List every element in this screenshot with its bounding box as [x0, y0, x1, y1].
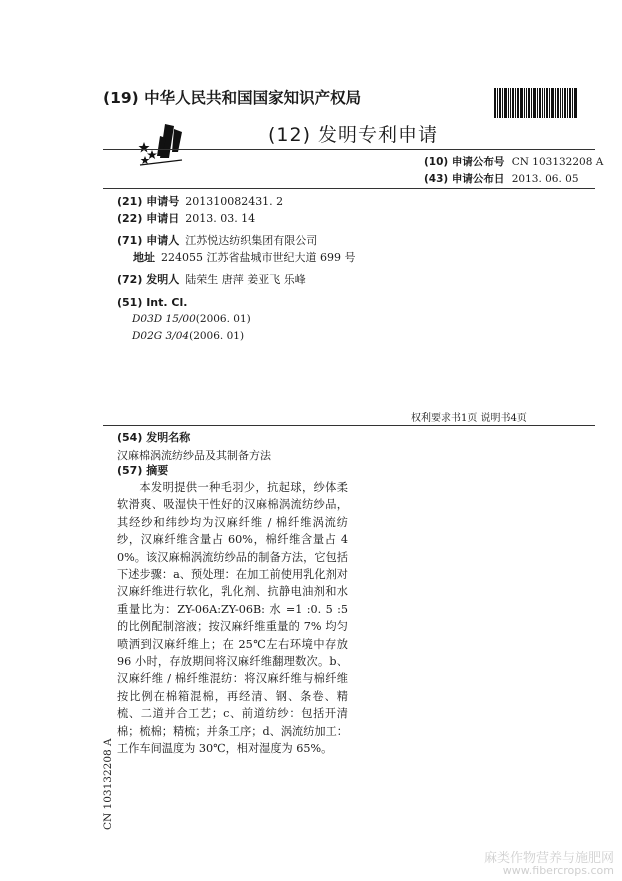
ipc-code-2-code: D02G 3/04: [132, 330, 190, 342]
abstract-text: 本发明提供一种毛羽少，抗起球，纱体柔软滑爽、吸湿快干性好的汉麻棉涡流纺纱品，其经纱和纬纱均为汉麻纤维 / 棉纤维涡流纺纱，汉麻纤维含量占 60%，棉纤维含量占 40%。该汉麻棉涡流纺纱品的制备方法，它包括下述步骤：a、预处理：在加工前使用乳化剂对汉麻纤维进行软化，乳化剂、抗静电油剂和水重量比为：ZY-06A:ZY-06B: 水 =1 :0. 5 :5 的比例配制溶液；按汉麻纤维重量的 7% 均匀喷洒到汉麻纤维上；在 25℃左右环境中存放 96 小时，存放期间将汉麻纤维翻理数次。b、汉麻纤维 / 棉纤维混纺：将汉麻纤维与棉纤维按比例在棉箱混棉，再经清、钢、条卷、精梳、二道并合工艺；c、前道纺纱：包括开清棉；梳棉；精梳；并条工序；d、涡流纺加工：工作车间温度为 30℃，相对湿度为 65%。: [117, 481, 348, 756]
inventors: [117, 273, 306, 287]
abstract-label: (57) 摘要: [117, 464, 169, 477]
inventors-label: (72) 发明人: [117, 273, 180, 286]
int-cl-label: (51) Int. Cl.: [117, 296, 188, 309]
watermark-url: www.fibercrops.com: [502, 864, 614, 877]
ipc-code-1-code: D03D 15/00: [132, 313, 196, 325]
barcode: [494, 88, 586, 118]
int-cl: [117, 296, 187, 310]
side-publication-number: CN 103132208 A: [102, 738, 114, 830]
filing-date-label: (22) 申请日: [117, 212, 180, 225]
ipc-code-1: [132, 313, 251, 325]
publication-number: [424, 154, 603, 169]
filing-date: [117, 212, 255, 226]
abstract-divider: [103, 425, 595, 426]
application-number-label: (21) 申请号: [117, 195, 180, 208]
office-name: (19) 中华人民共和国国家知识产权局: [103, 89, 362, 107]
cnipa-logo: [138, 122, 186, 166]
publication-date: [424, 171, 579, 186]
address-label: 地址: [133, 251, 155, 264]
publication-date-value: 2013. 06. 05: [511, 173, 579, 185]
applicant-label: (71) 申请人: [117, 234, 180, 247]
ipc-code-2: [132, 330, 244, 342]
header-divider: [103, 149, 595, 150]
filing-date-value: 2013. 03. 14: [185, 212, 256, 225]
publication-number-value: CN 103132208 A: [511, 156, 604, 168]
watermark-title: 麻类作物营养与施肥网: [483, 851, 614, 866]
invention-title-label: (54) 发明名称: [117, 431, 191, 444]
applicant-value: 江苏悦达纺织集团有限公司: [185, 234, 318, 247]
publication-number-label: (10) 申请公布号: [424, 156, 505, 168]
pages-note: 权利要求书1页 说明书4页: [411, 413, 527, 424]
invention-title: 汉麻棉涡流纺纱品及其制备方法: [117, 449, 271, 462]
ipc-code-2-version: (2006. 01): [189, 330, 245, 342]
application-number: [117, 195, 283, 209]
inventors-value: 陆荣生 唐萍 姜亚飞 乐峰: [185, 273, 306, 286]
application-number-value: 201310082431. 2: [185, 195, 284, 208]
address: [133, 251, 355, 265]
address-value: 224055 江苏省盐城市世纪大道 699 号: [161, 251, 356, 264]
document-type: (12) 发明专利申请: [268, 124, 439, 146]
applicant: [117, 234, 317, 248]
publication-date-label: (43) 申请公布日: [424, 173, 505, 185]
ipc-code-1-version: (2006. 01): [195, 313, 251, 325]
biblio-divider: [103, 188, 595, 189]
